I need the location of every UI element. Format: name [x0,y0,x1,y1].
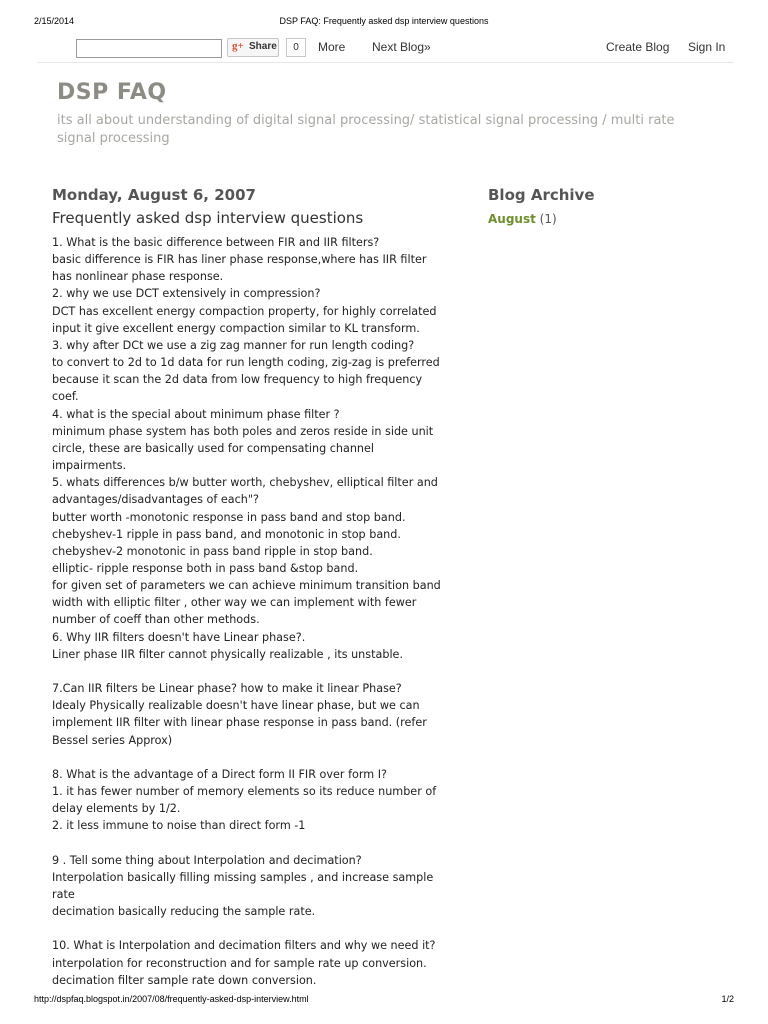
more-link[interactable]: More [318,40,346,54]
create-blog-link[interactable]: Create Blog [606,40,670,54]
share-count: 0 [286,38,306,57]
post-body [52,234,452,989]
print-header [0,16,768,30]
google-plus-share-button[interactable] [227,38,279,57]
post-body-line: chebyshev-2 monotonic in pass band ripple in stop band. [52,544,373,558]
post-body-line: decimation basically reducing the sample rate. [52,905,316,919]
archive-count: (1) [539,212,557,226]
post-body-line: input it give excellent energy compaction similar to KL transform. [52,321,420,335]
print-footer [0,994,768,1008]
search-input[interactable] [76,39,222,58]
post-body-line [52,749,452,766]
blog-title[interactable]: DSP FAQ [57,80,167,105]
post-body-line: because it scan the 2d data from low frequency to high frequency [52,373,423,387]
print-page-title: DSP FAQ: Frequently asked dsp interview questions [279,16,489,26]
post-body-line: for given set of parameters we can achieve minimum transition band [52,579,441,593]
post-body-line: circle, these are basically used for compensating channel [52,441,375,455]
post-body-line: 2. it less immune to noise than direct form -1 [52,819,306,833]
share-label: Share [249,41,277,52]
next-blog-link[interactable]: Next Blog» [372,40,431,54]
print-date: 2/15/2014 [34,16,75,26]
blogger-navbar [38,36,734,63]
post-body-line: minimum phase system has both poles and zeros reside in side unit [52,424,434,438]
post-body-line: 9 . Tell some thing about Interpolation and decimation? [52,853,362,867]
post-body-line: DCT has excellent energy compaction property, for highly correlated [52,304,437,318]
post-body-line: 10. What is Interpolation and decimation filters and why we need it? [52,939,436,953]
post-body-line: 2. why we use DCT extensively in compression? [52,287,321,301]
archive-item [488,212,557,226]
post-body-line: 4. what is the special about minimum phase filter ? [52,407,340,421]
post-body-line: width with elliptic filter , other way we can implement with fewer [52,596,417,610]
print-page-number: 1/2 [721,994,734,1004]
post-body-line [52,834,452,851]
archive-month-link[interactable]: August [488,212,536,226]
post-title[interactable]: Frequently asked dsp interview questions [52,209,364,227]
print-url: http://dspfaq.blogspot.in/2007/08/frequently-asked-dsp-interview.html [34,994,309,1004]
post-body-line: 3. why after DCt we use a zig zag manner for run length coding? [52,338,415,352]
post-body-line: decimation filter sample rate down conversion. [52,973,317,987]
post-body-line: delay elements by 1/2. [52,802,181,816]
post-body-line: 1. it has fewer number of memory elements so its reduce number of [52,784,437,798]
post-body-line: Idealy Physically realizable doesn't have linear phase, but we can [52,699,420,713]
post-body-line: implement IIR filter with linear phase response in pass band. (refer [52,716,427,730]
blog-description: its all about understanding of digital signal processing/ statistical signal processing / multi rate signal processing [57,113,675,146]
post-body-line: Bessel series Approx) [52,733,173,747]
google-plus-icon: g+ [232,40,244,52]
post-body-line: 7.Can IIR filters be Linear phase? how to make it linear Phase? [52,682,402,696]
post-body-line [52,663,452,680]
post-body-line: interpolation for reconstruction and for sample rate up conversion. [52,956,427,970]
post-body-line: 5. whats differences b/w butter worth, chebyshev, elliptical filter and [52,476,438,490]
post-body-line: number of coeff than other methods. [52,613,260,627]
post-body-line: has nonlinear phase response. [52,270,224,284]
post-body-line [52,920,452,937]
post-body-line: 8. What is the advantage of a Direct form II FIR over form I? [52,767,387,781]
post-body-line: Interpolation basically filling missing samples , and increase sample [52,870,434,884]
post-body-line: elliptic- ripple response both in pass band &stop band. [52,561,359,575]
post-body-line: Liner phase IIR filter cannot physically realizable , its unstable. [52,647,403,661]
post-body-line: 6. Why IIR filters doesn't have Linear phase?. [52,630,306,644]
post-body-line: rate [52,887,75,901]
post-body-line: impairments. [52,459,127,473]
sign-in-link[interactable]: Sign In [688,40,726,54]
post-body-line: advantages/disadvantages of each"? [52,493,259,507]
post-body-line: chebyshev-1 ripple in pass band, and monotonic in stop band. [52,527,401,541]
blog-archive-title: Blog Archive [488,186,595,204]
post-date: Monday, August 6, 2007 [52,186,256,204]
post-body-line: 1. What is the basic difference between FIR and IIR filters? [52,236,380,249]
post-body-line: butter worth -monotonic response in pass band and stop band. [52,510,406,524]
post-body-line: to convert to 2d to 1d data for run length coding, zig-zag is preferred [52,356,440,370]
post-body-line: coef. [52,390,79,404]
post-body-line: basic difference is FIR has liner phase response,where has IIR filter [52,253,427,267]
